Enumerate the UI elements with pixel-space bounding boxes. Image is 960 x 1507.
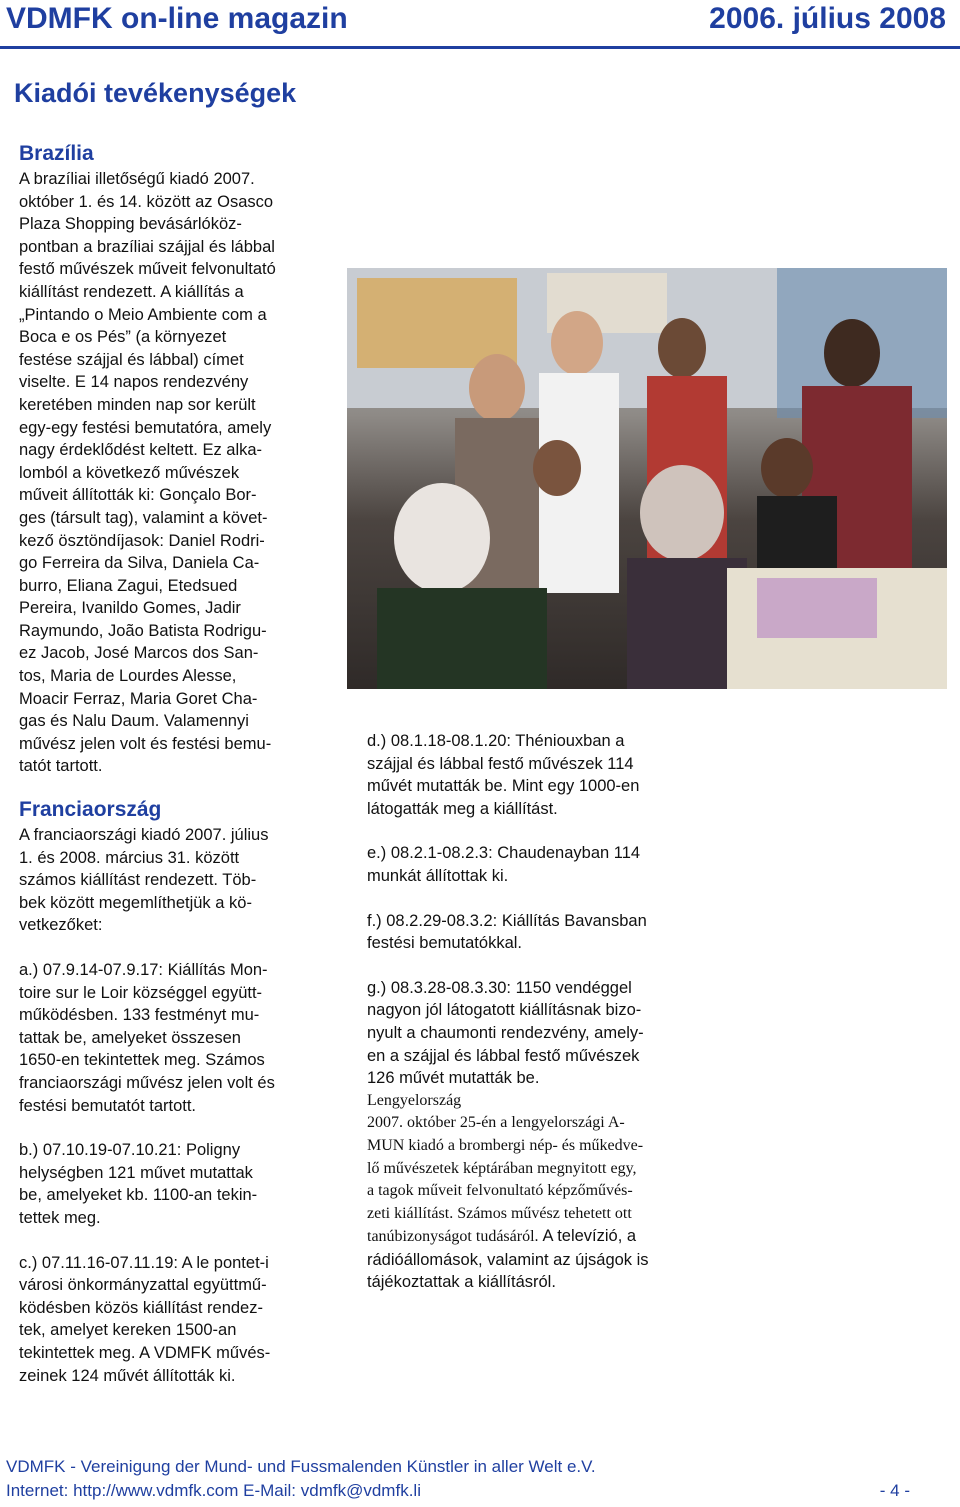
issue-date: 2006. július 2008 [709, 2, 946, 35]
text-line: pontban a brazíliai szájjal és lábbal [19, 237, 275, 256]
text-line: e.) 08.2.1-08.2.3: Chaudenayban 114 [367, 844, 641, 863]
france-item-a [19, 959, 329, 1117]
france-item-f [367, 910, 707, 955]
france-item-d [367, 730, 707, 820]
text-line: tekintettek meg. A VDMFK művés- [19, 1343, 271, 1362]
right-column [367, 730, 707, 1294]
text-line: műveit állították ki: Gonçalo Bor- [19, 486, 257, 505]
header-bar [0, 0, 960, 49]
text-line: a.) 07.9.14-07.9.17: Kiállítás Mon- [19, 961, 268, 979]
text-line: bek között megemlíthetjük a kö- [19, 893, 252, 912]
page-number: - 4 - [879, 1481, 910, 1500]
photo-illustration [347, 268, 947, 689]
text-line: Pereira, Ivanildo Gomes, Jadir [19, 599, 241, 618]
text-line: keretében minden nap sor került [19, 395, 256, 414]
footer-org: VDMFK - Vereinigung der Mund- und Fussmalenden Künstler in aller Welt e.V. [6, 1457, 596, 1476]
text-line: g.) 08.3.28-08.3.30: 1150 vendéggel [367, 978, 632, 997]
text-line: egy-egy festési bemutatóra, amely [19, 418, 272, 437]
text-line: festési bemutatókkal. [367, 934, 522, 953]
heading-france: Franciaország [19, 798, 162, 822]
text-line: d.) 08.1.18-08.1.20: Théniouxban a [367, 732, 625, 750]
france-item-g [367, 977, 707, 1090]
france-intro [19, 824, 329, 937]
text-line: zeti kiállítást. Számos művész tehetett ott [367, 1204, 632, 1222]
text-line: Plaza Shopping bevásárlóköz- [19, 215, 242, 234]
text-line: A brazíliai illetőségű kiadó 2007. [19, 170, 255, 188]
text-line: tos, Maria de Lourdes Alesse, [19, 667, 237, 686]
text-line: tatót tartott. [19, 757, 103, 776]
text-line: lő művészetek képtárában megnyitott egy, [367, 1159, 637, 1177]
footer-contact-row [6, 1479, 950, 1503]
text-line: október 1. és 14. között az Osasco [19, 192, 274, 211]
poland-sans-text [367, 1249, 707, 1294]
text-line: festő művészek műveit felvonultató [19, 260, 276, 279]
text-line: „Pintando o Meio Ambiente com a [19, 305, 267, 324]
text-line: toire sur le Loir községgel együtt- [19, 983, 263, 1002]
text-line: f.) 08.2.29-08.3.2: Kiállítás Bavansban [367, 911, 647, 930]
text-line: 126 művét mutatták be. [367, 1069, 540, 1088]
text-line: vetkezőket: [19, 916, 103, 935]
text-line: városi önkormányzattal együttmű- [19, 1276, 267, 1295]
text-line: Boca e os Pés” (a környezet [19, 328, 227, 347]
text-line: látogatták meg a kiállítást. [367, 799, 558, 818]
text-line: nagyon jól látogatott kiállításnak bizo- [367, 1001, 642, 1020]
text-line: helységben 121 művet mutattak [19, 1163, 253, 1182]
text-line: a tagok műveit felvonultató képzőművés- [367, 1182, 633, 1200]
text-line: ködésben közös kiállítást rendez- [19, 1298, 263, 1317]
text-line: lomból a következő művészek [19, 463, 240, 482]
text-line: c.) 07.11.16-07.11.19: A le pontet-i [19, 1253, 269, 1272]
poland-tail-inline: A televízió, a [542, 1227, 637, 1246]
text-line: számos kiállítást rendezett. Töb- [19, 871, 257, 890]
text-line: festési bemutatót tartott. [19, 1096, 197, 1115]
text-line: burro, Eliana Zagui, Etedsued [19, 576, 238, 595]
text-line: nyult a chaumonti rendezvény, amely- [367, 1023, 644, 1042]
text-line: kiállítást rendezett. A kiállítás a [19, 282, 244, 301]
footer [6, 1455, 950, 1503]
magazine-title: VDMFK on-line magazin [6, 2, 348, 35]
left-column [19, 140, 329, 1387]
text-line: munkát állítottak ki. [367, 866, 509, 885]
section-title: Kiadói tevékenységek [14, 78, 297, 108]
text-line: b.) 07.10.19-07.10.21: Poligny [19, 1141, 241, 1160]
poland-serif-text [367, 1112, 707, 1249]
text-line: kező ösztöndíjasok: Daniel Rodri- [19, 531, 265, 550]
text-line: Moacir Ferraz, Maria Goret Cha- [19, 689, 258, 708]
heading-brazil: Brazília [19, 142, 94, 165]
text-line: művész jelen volt és festési bemu- [19, 734, 272, 753]
text-line: en a szájjal és lábbal festő művészek [367, 1046, 640, 1065]
text-line: festése szájjal és lábbal) címet [19, 350, 244, 369]
text-line: ez Jacob, José Marcos dos San- [19, 644, 259, 663]
text-line: go Ferreira da Silva, Daniela Ca- [19, 554, 260, 573]
text-line: nagy érdeklődést keltett. Ez alka- [19, 441, 263, 460]
text-line: tek, amelyet kereken 1500-an [19, 1321, 237, 1340]
france-item-c [19, 1252, 329, 1388]
france-item-e [367, 842, 707, 887]
text-line: viselte. E 14 napos rendezvény [19, 373, 249, 392]
france-item-b [19, 1139, 329, 1229]
text-line: tájékoztattak a kiállításról. [367, 1273, 556, 1292]
footer-contact: Internet: http://www.vdmfk.com E-Mail: vdmfk@vdmfk.li [6, 1481, 421, 1500]
brazil-text [19, 168, 329, 778]
text-line: működésben. 133 festményt mu- [19, 1006, 260, 1025]
text-line: tattak be, amelyeket összesen [19, 1028, 241, 1047]
text-line: 2007. október 25-én a lengyelországi A- [367, 1114, 625, 1132]
exhibition-photo [347, 268, 947, 689]
text-line: MUN kiadó a brombergi nép- és műkedve- [367, 1136, 644, 1154]
text-line: Raymundo, João Batista Rodrigu- [19, 621, 267, 640]
text-line: be, amelyeket kb. 1100-an tekin- [19, 1186, 258, 1205]
text-line: művét mutatták be. Mint egy 1000-en [367, 777, 640, 796]
text-line: A franciaországi kiadó 2007. július [19, 826, 269, 845]
text-line: 1. és 2008. március 31. között [19, 848, 240, 867]
text-line: 1650-en tekintettek meg. Számos [19, 1051, 265, 1070]
text-line: rádióállomások, valamint az újságok is [367, 1250, 649, 1269]
text-line: franciaországi művész jelen volt és [19, 1073, 275, 1092]
text-line: tanúbizonyságot tudásáról. A televízió, a [367, 1227, 637, 1246]
text-line: gas és Nalu Daum. Valamennyi [19, 712, 249, 731]
text-line: szájjal és lábbal festő művészek 114 [367, 754, 634, 773]
text-line: zeinek 124 művét állították ki. [19, 1366, 236, 1385]
text-line: tettek meg. [19, 1208, 101, 1227]
heading-poland: Lengyelország [367, 1091, 462, 1109]
text-line: ges (társult tag), valamint a követ- [19, 508, 268, 527]
